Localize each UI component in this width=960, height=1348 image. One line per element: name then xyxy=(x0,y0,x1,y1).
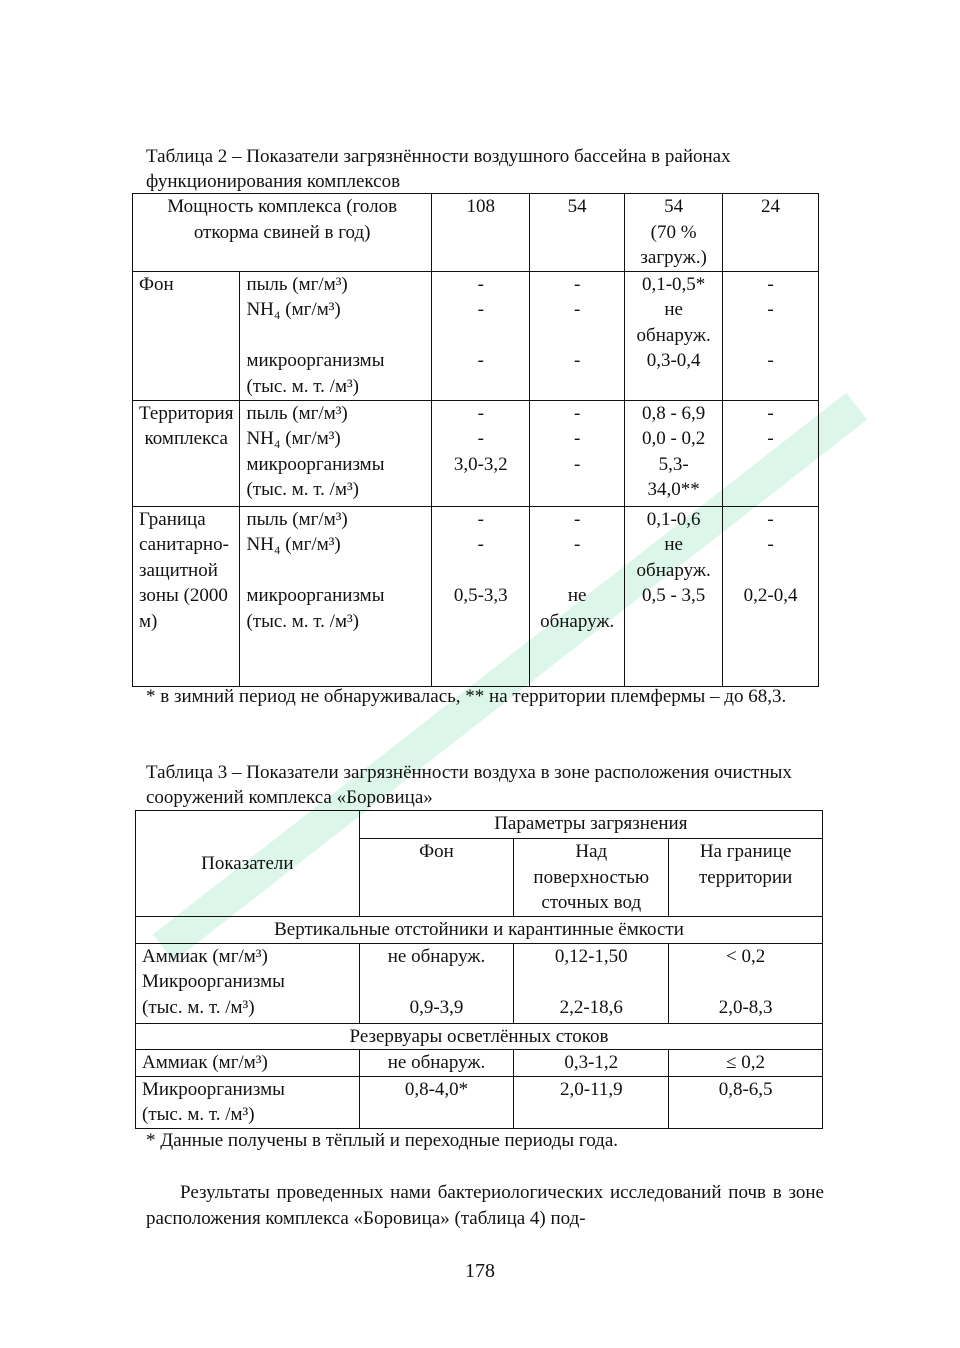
table3-data-row xyxy=(136,943,823,1023)
table3-value: ≤ 0,2 xyxy=(669,1050,823,1077)
table3-header-indicators: Показатели xyxy=(136,811,360,917)
table2 xyxy=(132,193,819,687)
table3-section-row xyxy=(136,1023,823,1050)
table2-value: - - не обнаруж. xyxy=(530,506,625,686)
table3-value: 0,12-1,50 2,2-18,6 xyxy=(514,943,669,1023)
table2-row-fon xyxy=(133,271,819,400)
table3-header-col: Над поверхностью сточных вод xyxy=(514,839,669,917)
table2-row-border xyxy=(133,506,819,686)
table3-section-title: Вертикальные отстойники и карантинные ёмкости xyxy=(136,917,823,944)
table3 xyxy=(135,810,823,1129)
table2-value: - - 0,2-0,4 xyxy=(723,506,819,686)
table3-header-params: Параметры загрязнения xyxy=(359,811,822,839)
table3-header-col: На границе территории xyxy=(669,839,823,917)
table2-header-capacity: Мощность комплекса (голов откорма свиней в год) xyxy=(133,194,432,272)
table3-data-row xyxy=(136,1050,823,1077)
table2-params: пыль (мг/м³) NH₄ (мг/м³) микроорганизмы (тыс. м. т. /м³) xyxy=(240,400,432,506)
table3-header-col: Фон xyxy=(359,839,514,917)
table2-header-col: 24 xyxy=(723,194,819,272)
table3-section-title: Резервуары осветлённых стоков xyxy=(136,1023,823,1050)
table2-value: - - - xyxy=(530,400,625,506)
table2-value: - - xyxy=(723,400,819,506)
table2-value: 0,8 - 6,9 0,0 - 0,2 5,3- 34,0** xyxy=(625,400,723,506)
table2-footnote: * в зимний период не обнаруживалась, ** на территории племфермы – до 68,3. xyxy=(146,686,787,707)
table2-value: 0,1-0,5* не обнаруж. 0,3-0,4 xyxy=(625,271,723,400)
table3-value: 0,3-1,2 xyxy=(514,1050,669,1077)
page-number: 178 xyxy=(465,1260,495,1282)
table3-value: не обнаруж. 0,9-3,9 xyxy=(359,943,514,1023)
table3-value: 0,8-4,0* xyxy=(359,1076,514,1128)
table3-caption: Таблица 3 – Показатели загрязнённости воздуха в зоне расположения очистных сооружений комплекса «Боровица» xyxy=(146,762,792,808)
table2-zone: Территория комплекса xyxy=(133,400,240,506)
table3-value: < 0,2 2,0-8,3 xyxy=(669,943,823,1023)
table2-header-row xyxy=(133,194,819,272)
table3-section-row xyxy=(136,917,823,944)
table3-indicator: Аммиак (мг/м³) xyxy=(136,1050,360,1077)
table3-value: не обнаруж. xyxy=(359,1050,514,1077)
table3-value: 2,0-11,9 xyxy=(514,1076,669,1128)
table2-value: - - - xyxy=(432,271,530,400)
table2-zone: Фон xyxy=(133,271,240,400)
table2-value: - - 0,5-3,3 xyxy=(432,506,530,686)
table2-value: 0,1-0,6 не обнаруж. 0,5 - 3,5 xyxy=(625,506,723,686)
table2-zone: Граница санитарно-защитной зоны (2000 м) xyxy=(133,506,240,686)
table2-params: пыль (мг/м³) NH₄ (мг/м³) микроорганизмы (тыс. м. т. /м³) xyxy=(240,506,432,686)
table3-indicator: Микроорганизмы (тыс. м. т. /м³) xyxy=(136,1076,360,1128)
table3-indicator: Аммиак (мг/м³) Микроорганизмы (тыс. м. т. /м³) xyxy=(136,943,360,1023)
table2-value: - - 3,0-3,2 xyxy=(432,400,530,506)
table2-header-col: 54 (70 % загруж.) xyxy=(625,194,723,272)
table2-row-territory xyxy=(133,400,819,506)
table3-data-row xyxy=(136,1076,823,1128)
table2-value: - - - xyxy=(723,271,819,400)
table3-footnote: * Данные получены в тёплый и переходные периоды года. xyxy=(146,1130,619,1151)
table2-header-col: 108 xyxy=(432,194,530,272)
table3-value: 0,8-6,5 xyxy=(669,1076,823,1128)
table3-header-row xyxy=(136,811,823,839)
table2-header-col: 54 xyxy=(530,194,625,272)
table2-value: - - - xyxy=(530,271,625,400)
table2-params: пыль (мг/м³) NH₄ (мг/м³) микроорганизмы (тыс. м. т. /м³) xyxy=(240,271,432,400)
table2-caption: Таблица 2 – Показатели загрязнённости воздушного бассейна в районах функционирования комплексов xyxy=(146,146,731,192)
body-paragraph: Результаты проведенных нами бактериологических исследований почв в зоне расположения комплекса «Боровица» (таблица 4) под- xyxy=(146,1182,824,1229)
